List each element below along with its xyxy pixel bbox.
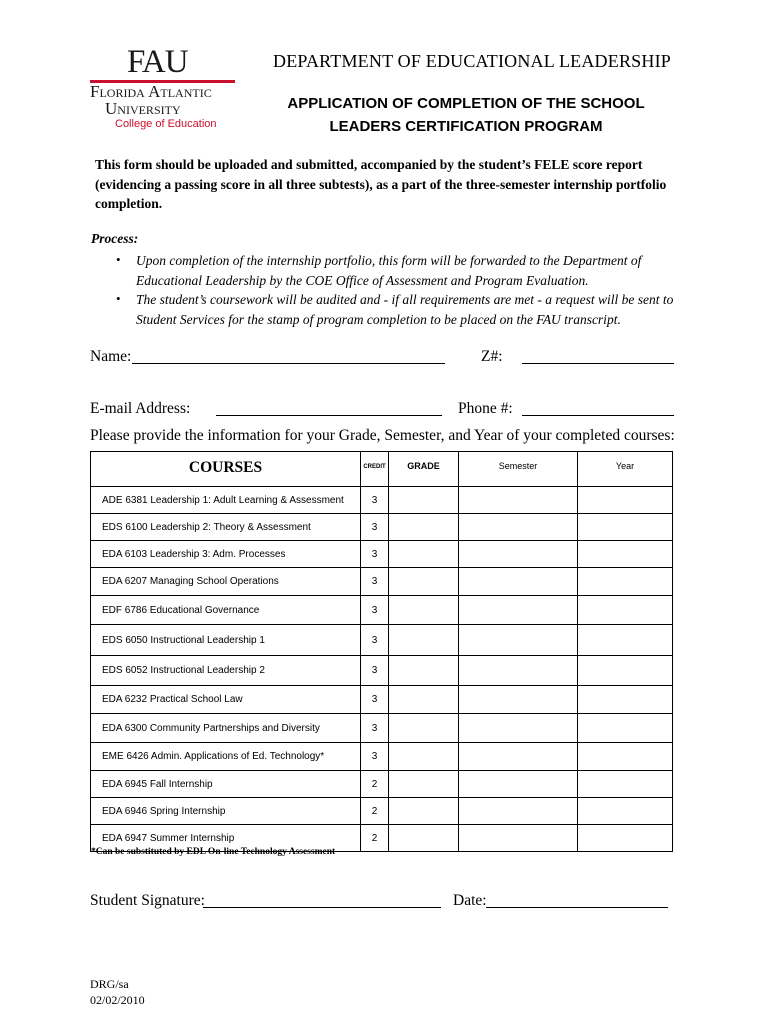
intro-paragraph: This form should be uploaded and submitted, accompanied by the student’s FELE score report (evidencing a passing score in all three subtests), as a part of the three-semester internship portfolio completion. <box>95 157 667 211</box>
course-credit: 3 <box>361 487 389 514</box>
semester-cell[interactable] <box>459 596 578 625</box>
semester-cell[interactable] <box>459 714 578 743</box>
name-field[interactable] <box>132 363 445 364</box>
table-row <box>91 714 673 743</box>
phone-label: Phone #: <box>458 400 513 417</box>
year-cell[interactable] <box>578 825 673 852</box>
course-name: EDS 6100 Leadership 2: Theory & Assessment <box>91 514 361 541</box>
grade-cell[interactable] <box>389 714 459 743</box>
table-row <box>91 771 673 798</box>
bullet-icon: • <box>116 252 121 267</box>
course-name: EDA 6232 Practical School Law <box>91 686 361 714</box>
form-title-line-2: LEADERS CERTIFICATION PROGRAM <box>329 118 603 135</box>
grade-cell[interactable] <box>389 625 459 656</box>
courses-table <box>90 451 673 852</box>
table-footnote: *Can be substituted by EDL On-line Technology Assessment <box>91 847 336 857</box>
table-row <box>91 568 673 596</box>
email-label: E-mail Address: <box>90 400 191 417</box>
semester-cell[interactable] <box>459 541 578 568</box>
course-credit: 3 <box>361 686 389 714</box>
year-cell[interactable] <box>578 656 673 686</box>
year-cell[interactable] <box>578 714 673 743</box>
z-number-field[interactable] <box>522 363 674 364</box>
semester-cell[interactable] <box>459 798 578 825</box>
process-heading: Process: <box>91 231 139 246</box>
course-credit: 3 <box>361 714 389 743</box>
table-row <box>91 514 673 541</box>
semester-cell[interactable] <box>459 487 578 514</box>
semester-cell[interactable] <box>459 568 578 596</box>
year-cell[interactable] <box>578 743 673 771</box>
year-cell[interactable] <box>578 487 673 514</box>
table-header-row <box>91 452 673 487</box>
course-name: EDA 6945 Fall Internship <box>91 771 361 798</box>
bullet-icon: • <box>116 291 121 306</box>
course-name: EDS 6052 Instructional Leadership 2 <box>91 656 361 686</box>
table-row <box>91 541 673 568</box>
semester-cell[interactable] <box>459 771 578 798</box>
logo-line-1: Florida Atlantic <box>90 82 212 101</box>
grade-cell[interactable] <box>389 596 459 625</box>
process-bullet-1: Upon completion of the internship portfolio, this form will be forwarded to the Department of Educational Leadership by the COE Office of Assessment and Program Evaluation. <box>136 253 642 288</box>
grade-cell[interactable] <box>389 686 459 714</box>
name-label: Name: <box>90 348 132 365</box>
course-credit: 3 <box>361 743 389 771</box>
year-column-header: Year <box>578 452 673 487</box>
footer-date: 02/02/2010 <box>90 993 145 1007</box>
courses-column-header: COURSES <box>91 452 361 487</box>
document-footer <box>90 976 145 1008</box>
table-row <box>91 487 673 514</box>
grade-cell[interactable] <box>389 541 459 568</box>
year-cell[interactable] <box>578 771 673 798</box>
fau-logo-mark: FAU <box>127 44 188 80</box>
grade-cell[interactable] <box>389 514 459 541</box>
logo-line-2: University <box>105 99 181 118</box>
grade-cell[interactable] <box>389 487 459 514</box>
semester-cell[interactable] <box>459 625 578 656</box>
course-credit: 2 <box>361 771 389 798</box>
table-row <box>91 596 673 625</box>
year-cell[interactable] <box>578 625 673 656</box>
course-credit: 3 <box>361 514 389 541</box>
course-name: EME 6426 Admin. Applications of Ed. Technology* <box>91 743 361 771</box>
course-name: EDA 6947 Summer Internship <box>91 825 361 852</box>
fau-logo <box>90 46 240 132</box>
phone-field[interactable] <box>522 415 674 416</box>
logo-line-3: College of Education <box>115 118 217 130</box>
table-row <box>91 686 673 714</box>
footer-initials: DRG/sa <box>90 977 129 991</box>
course-credit: 3 <box>361 541 389 568</box>
semester-cell[interactable] <box>459 656 578 686</box>
course-name: EDS 6050 Instructional Leadership 1 <box>91 625 361 656</box>
course-name: EDA 6300 Community Partnerships and Diversity <box>91 714 361 743</box>
year-cell[interactable] <box>578 686 673 714</box>
year-cell[interactable] <box>578 541 673 568</box>
process-bullet-2: The student’s coursework will be audited and - if all requirements are met - a request will be sent to Student Services for the stamp of program completion to be placed on the FAU transcript. <box>136 292 674 327</box>
form-title-line-1: APPLICATION OF COMPLETION OF THE SCHOOL <box>287 95 645 112</box>
year-cell[interactable] <box>578 596 673 625</box>
course-credit: 2 <box>361 798 389 825</box>
course-name: EDA 6946 Spring Internship <box>91 798 361 825</box>
grade-cell[interactable] <box>389 798 459 825</box>
course-credit: 3 <box>361 568 389 596</box>
grade-cell[interactable] <box>389 743 459 771</box>
semester-cell[interactable] <box>459 514 578 541</box>
semester-cell[interactable] <box>459 743 578 771</box>
year-cell[interactable] <box>578 798 673 825</box>
z-number-label: Z#: <box>481 348 503 365</box>
date-label: Date: <box>453 892 487 909</box>
course-credit: 3 <box>361 656 389 686</box>
table-row <box>91 798 673 825</box>
date-field[interactable] <box>486 907 668 908</box>
course-name: EDA 6207 Managing School Operations <box>91 568 361 596</box>
table-row <box>91 625 673 656</box>
year-cell[interactable] <box>578 568 673 596</box>
signature-label: Student Signature: <box>90 892 205 909</box>
grade-cell[interactable] <box>389 825 459 852</box>
semester-cell[interactable] <box>459 825 578 852</box>
course-name: EDA 6103 Leadership 3: Adm. Processes <box>91 541 361 568</box>
email-field[interactable] <box>216 415 442 416</box>
grade-cell[interactable] <box>389 656 459 686</box>
semester-column-header: Semester <box>459 452 578 487</box>
semester-cell[interactable] <box>459 686 578 714</box>
year-cell[interactable] <box>578 514 673 541</box>
grade-column-header: GRADE <box>389 452 459 487</box>
grade-cell[interactable] <box>389 771 459 798</box>
course-name: EDF 6786 Educational Governance <box>91 596 361 625</box>
table-instructions: Please provide the information for your Grade, Semester, and Year of your completed courses: <box>90 427 675 444</box>
signature-field[interactable] <box>203 907 441 908</box>
credit-column-header: CREDIT <box>361 452 389 487</box>
table-row <box>91 743 673 771</box>
table-row <box>91 656 673 686</box>
course-name: ADE 6381 Leadership 1: Adult Learning & Assessment <box>91 487 361 514</box>
course-credit: 3 <box>361 596 389 625</box>
department-heading: DEPARTMENT OF EDUCATIONAL LEADERSHIP <box>273 51 671 71</box>
grade-cell[interactable] <box>389 568 459 596</box>
course-credit: 3 <box>361 625 389 656</box>
course-credit: 2 <box>361 825 389 852</box>
